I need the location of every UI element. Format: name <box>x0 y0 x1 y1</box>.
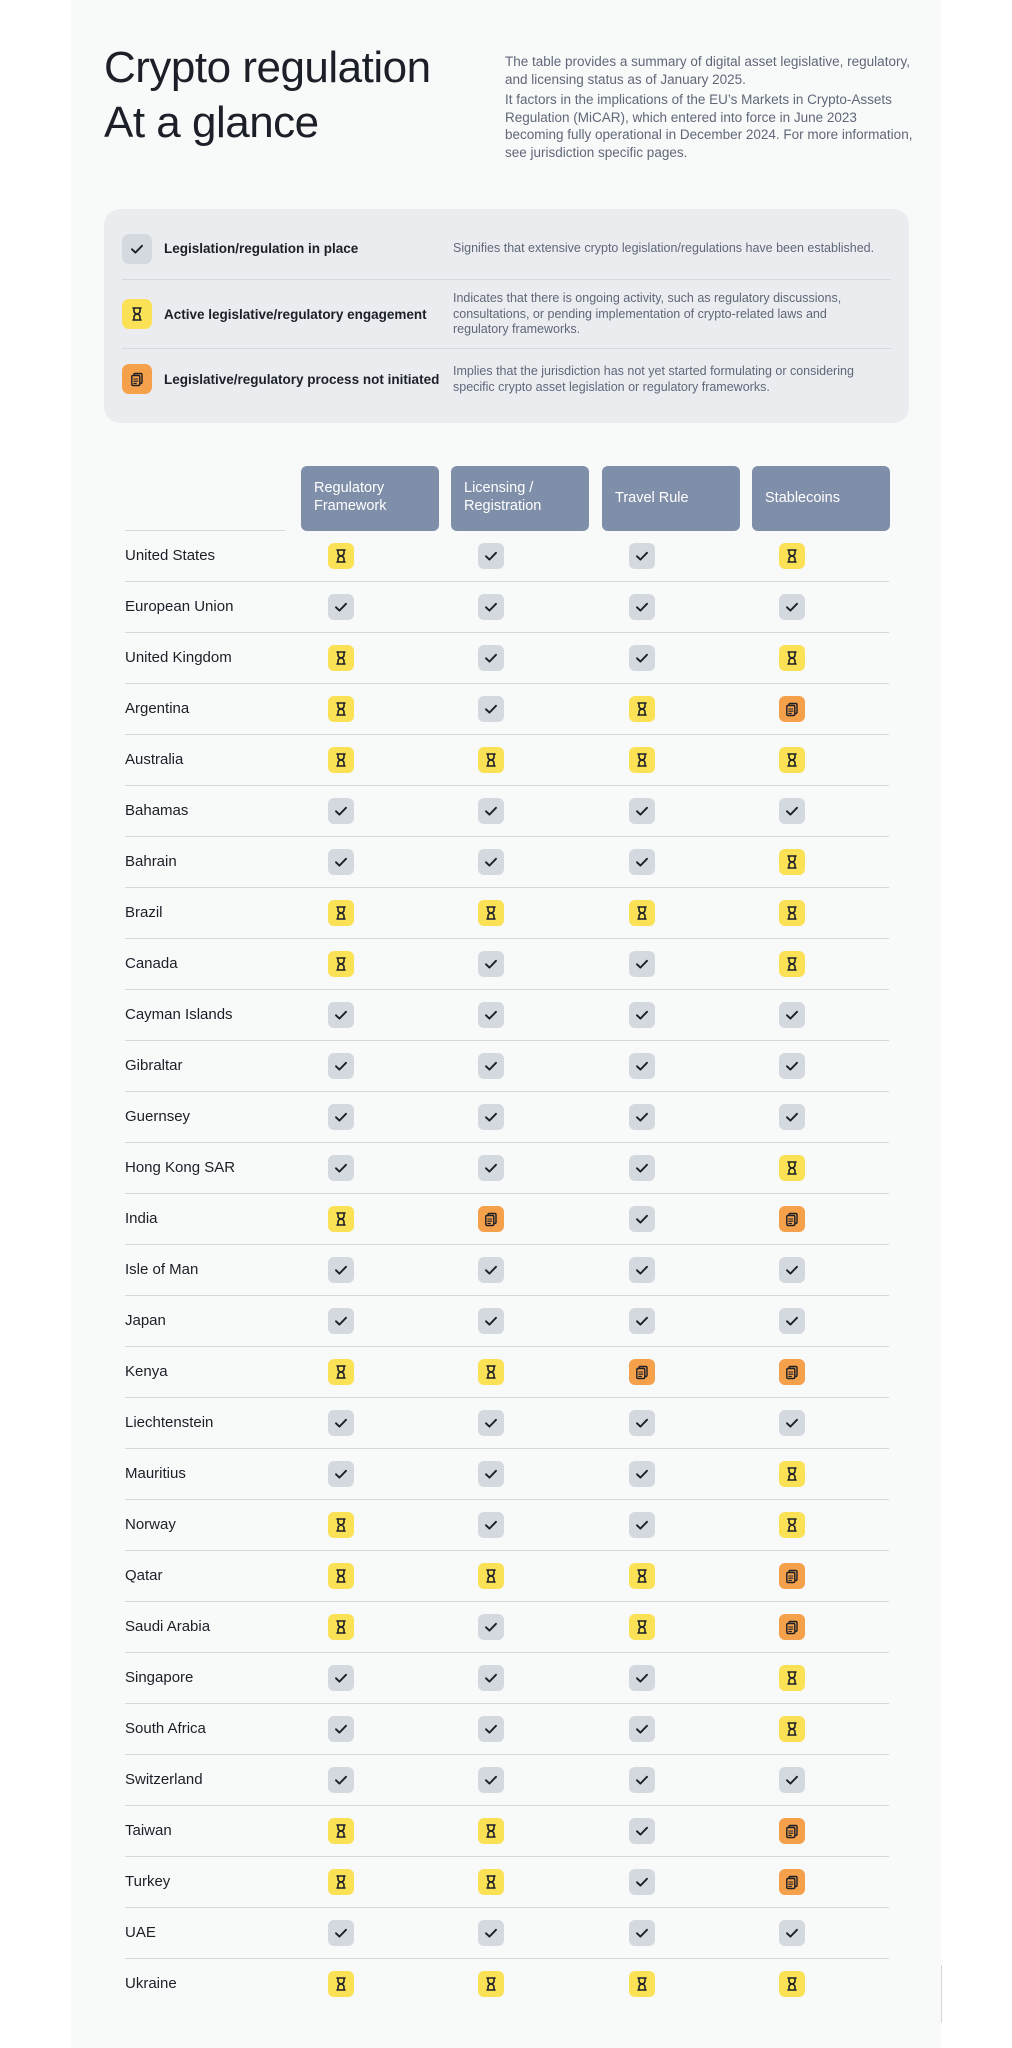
table-row <box>125 1245 889 1296</box>
country-name: Brazil <box>125 904 163 921</box>
check-icon <box>629 1461 655 1487</box>
documents-icon <box>779 1563 805 1589</box>
hourglass-icon <box>328 1869 354 1895</box>
column-header-travel-rule: Travel Rule <box>602 466 740 531</box>
legend-label: Active legislative/regulatory engagement <box>164 307 427 322</box>
column-header-licensing-registration: Licensing / Registration <box>451 466 589 531</box>
hourglass-icon <box>629 1614 655 1640</box>
hourglass-icon <box>328 543 354 569</box>
check-icon <box>328 1104 354 1130</box>
scrollbar-edge <box>941 1965 942 2023</box>
intro-paragraph-2: It factors in the implications of the EU’s Markets in Crypto-Assets Regulation (MiCAR), which entered into force in June 2023 becoming fully operational in December 2024. For more information, see jurisdiction specific pages. <box>505 92 913 160</box>
table-row <box>125 735 889 786</box>
hourglass-icon <box>328 696 354 722</box>
check-icon <box>779 1053 805 1079</box>
country-name: Taiwan <box>125 1822 172 1839</box>
hourglass-icon <box>629 747 655 773</box>
check-icon <box>629 1716 655 1742</box>
country-name: Norway <box>125 1516 176 1533</box>
country-name: Mauritius <box>125 1465 186 1482</box>
check-icon <box>779 1410 805 1436</box>
legend-panel <box>104 209 909 423</box>
table-row <box>125 990 889 1041</box>
check-icon <box>629 1206 655 1232</box>
hourglass-icon <box>328 1512 354 1538</box>
country-name: Bahrain <box>125 853 177 870</box>
hourglass-icon <box>779 1155 805 1181</box>
hourglass-icon <box>328 951 354 977</box>
check-icon <box>629 594 655 620</box>
page-panel <box>71 0 941 2048</box>
check-icon <box>779 1002 805 1028</box>
legend-label: Legislative/regulatory process not initiated <box>164 372 440 387</box>
check-icon <box>328 798 354 824</box>
hourglass-icon <box>478 900 504 926</box>
table-row <box>125 1500 889 1551</box>
check-icon <box>328 1461 354 1487</box>
check-icon <box>478 798 504 824</box>
table-row <box>125 582 889 633</box>
check-icon <box>478 1308 504 1334</box>
hourglass-icon <box>478 1818 504 1844</box>
check-icon <box>779 1257 805 1283</box>
table-row <box>125 1806 889 1857</box>
table-row <box>125 1704 889 1755</box>
intro-paragraph-1: The table provides a summary of digital asset legislative, regulatory, and licensing status as of January 2025. <box>505 54 910 87</box>
check-icon <box>122 234 152 264</box>
check-icon <box>629 1512 655 1538</box>
country-name: Argentina <box>125 700 190 717</box>
check-icon <box>478 1512 504 1538</box>
check-icon <box>478 1665 504 1691</box>
table-row <box>125 1959 889 2009</box>
hourglass-icon <box>328 1614 354 1640</box>
documents-icon <box>122 364 152 394</box>
hourglass-icon <box>328 1206 354 1232</box>
check-icon <box>478 594 504 620</box>
check-icon <box>478 1716 504 1742</box>
table-row <box>125 633 889 684</box>
check-icon <box>478 696 504 722</box>
table-row <box>125 939 889 990</box>
table-row <box>125 1398 889 1449</box>
check-icon <box>779 594 805 620</box>
check-icon <box>478 1104 504 1130</box>
hourglass-icon <box>478 1971 504 1997</box>
check-icon <box>478 1767 504 1793</box>
check-icon <box>478 849 504 875</box>
hourglass-icon <box>328 1971 354 1997</box>
hourglass-icon <box>779 1716 805 1742</box>
check-icon <box>478 1053 504 1079</box>
check-icon <box>328 1767 354 1793</box>
legend-description: Signifies that extensive crypto legislation/regulations have been established. <box>453 241 875 255</box>
table-row <box>125 837 889 888</box>
check-icon <box>629 1104 655 1130</box>
check-icon <box>629 1665 655 1691</box>
check-icon <box>629 1002 655 1028</box>
check-icon <box>328 1716 354 1742</box>
check-icon <box>478 1461 504 1487</box>
page-title <box>104 40 464 150</box>
country-name: Turkey <box>125 1873 171 1890</box>
check-icon <box>779 1920 805 1946</box>
check-icon <box>629 1155 655 1181</box>
legend-item-active <box>122 279 891 348</box>
country-name: South Africa <box>125 1720 206 1737</box>
check-icon <box>629 1818 655 1844</box>
documents-icon <box>478 1206 504 1232</box>
hourglass-icon <box>779 1971 805 1997</box>
hourglass-icon <box>779 900 805 926</box>
check-icon <box>629 849 655 875</box>
table-row <box>125 1653 889 1704</box>
hourglass-icon <box>478 1869 504 1895</box>
hourglass-icon <box>629 1971 655 1997</box>
check-icon <box>328 849 354 875</box>
check-icon <box>478 1920 504 1946</box>
country-name: Australia <box>125 751 184 768</box>
check-icon <box>328 1257 354 1283</box>
table-row <box>125 1857 889 1908</box>
hourglass-icon <box>328 1818 354 1844</box>
documents-icon <box>779 1359 805 1385</box>
country-name: India <box>125 1210 158 1227</box>
check-icon <box>629 951 655 977</box>
country-name: Cayman Islands <box>125 1006 233 1023</box>
country-name: Qatar <box>125 1567 163 1584</box>
documents-icon <box>779 1614 805 1640</box>
country-name: European Union <box>125 598 234 615</box>
country-name: Hong Kong SAR <box>125 1159 236 1176</box>
check-icon <box>629 1767 655 1793</box>
check-icon <box>328 1665 354 1691</box>
check-icon <box>478 1155 504 1181</box>
check-icon <box>779 1767 805 1793</box>
hourglass-icon <box>478 747 504 773</box>
documents-icon <box>629 1359 655 1385</box>
hourglass-icon <box>478 1563 504 1589</box>
check-icon <box>328 594 354 620</box>
country-name: Switzerland <box>125 1771 203 1788</box>
check-icon <box>478 951 504 977</box>
check-icon <box>629 645 655 671</box>
hourglass-icon <box>779 543 805 569</box>
hourglass-icon <box>328 645 354 671</box>
page-title-line-1: Crypto regulation <box>104 43 431 92</box>
hourglass-icon <box>629 696 655 722</box>
check-icon <box>629 1869 655 1895</box>
check-icon <box>328 1002 354 1028</box>
check-icon <box>478 1257 504 1283</box>
check-icon <box>478 645 504 671</box>
country-name: Bahamas <box>125 802 189 819</box>
table-row <box>125 684 889 735</box>
legend-item-done <box>122 226 891 272</box>
table-row <box>125 1755 889 1806</box>
country-name: Guernsey <box>125 1108 191 1125</box>
table-row <box>125 1551 889 1602</box>
country-name: United States <box>125 547 216 564</box>
check-icon <box>478 1614 504 1640</box>
table-row <box>125 1347 889 1398</box>
country-name: United Kingdom <box>125 649 232 666</box>
hourglass-icon <box>478 1359 504 1385</box>
table-row <box>125 1449 889 1500</box>
check-icon <box>629 1920 655 1946</box>
table-row <box>125 1908 889 1959</box>
check-icon <box>328 1920 354 1946</box>
legend-label: Legislation/regulation in place <box>164 241 359 256</box>
country-name: Canada <box>125 955 178 972</box>
check-icon <box>629 798 655 824</box>
table-row <box>125 1041 889 1092</box>
check-icon <box>629 1257 655 1283</box>
legend-description: Indicates that there is ongoing activity, such as regulatory discussions, consultations, or pending implementation of crypto-related laws and regulatory frameworks. <box>453 291 842 336</box>
column-header-stablecoins: Stablecoins <box>752 466 890 531</box>
check-icon <box>629 1308 655 1334</box>
table-row <box>125 888 889 939</box>
country-name: Ukraine <box>125 1975 177 1992</box>
check-icon <box>328 1308 354 1334</box>
hourglass-icon <box>779 645 805 671</box>
hourglass-icon <box>328 900 354 926</box>
hourglass-icon <box>779 849 805 875</box>
hourglass-icon <box>779 951 805 977</box>
hourglass-icon <box>328 1563 354 1589</box>
documents-icon <box>779 1869 805 1895</box>
table-row <box>125 531 889 582</box>
country-name: Saudi Arabia <box>125 1618 211 1635</box>
check-icon <box>328 1410 354 1436</box>
hourglass-icon <box>328 1359 354 1385</box>
check-icon <box>629 1410 655 1436</box>
documents-icon <box>779 1818 805 1844</box>
table-row <box>125 1602 889 1653</box>
documents-icon <box>779 696 805 722</box>
check-icon <box>629 1053 655 1079</box>
country-name: UAE <box>125 1924 156 1941</box>
hourglass-icon <box>629 900 655 926</box>
table-header <box>125 466 889 531</box>
intro-text <box>505 53 915 164</box>
documents-icon <box>779 1206 805 1232</box>
legend-item-none <box>122 348 891 409</box>
country-name: Gibraltar <box>125 1057 183 1074</box>
check-icon <box>779 1104 805 1130</box>
country-name: Liechtenstein <box>125 1414 214 1431</box>
table-row <box>125 1092 889 1143</box>
check-icon <box>478 1002 504 1028</box>
hourglass-icon <box>779 747 805 773</box>
table-body <box>125 531 889 2009</box>
check-icon <box>779 1308 805 1334</box>
check-icon <box>478 543 504 569</box>
column-header-regulatory-framework: Regulatory Framework <box>301 466 439 531</box>
table-row <box>125 786 889 837</box>
check-icon <box>629 543 655 569</box>
check-icon <box>478 1410 504 1436</box>
check-icon <box>328 1053 354 1079</box>
country-name: Japan <box>125 1312 166 1329</box>
table-row <box>125 1296 889 1347</box>
hourglass-icon <box>629 1563 655 1589</box>
check-icon <box>779 798 805 824</box>
hourglass-icon <box>328 747 354 773</box>
page-title-line-2: At a glance <box>104 98 319 147</box>
hourglass-icon <box>779 1461 805 1487</box>
check-icon <box>328 1155 354 1181</box>
hourglass-icon <box>779 1665 805 1691</box>
hourglass-icon <box>122 299 152 329</box>
country-name: Isle of Man <box>125 1261 199 1278</box>
table-row <box>125 1194 889 1245</box>
legend-description: Implies that the jurisdiction has not yet started formulating or considering specific crypto asset legislation or regulatory frameworks. <box>453 364 854 394</box>
hourglass-icon <box>779 1512 805 1538</box>
country-name: Singapore <box>125 1669 194 1686</box>
country-name: Kenya <box>125 1363 168 1380</box>
table-row <box>125 1143 889 1194</box>
